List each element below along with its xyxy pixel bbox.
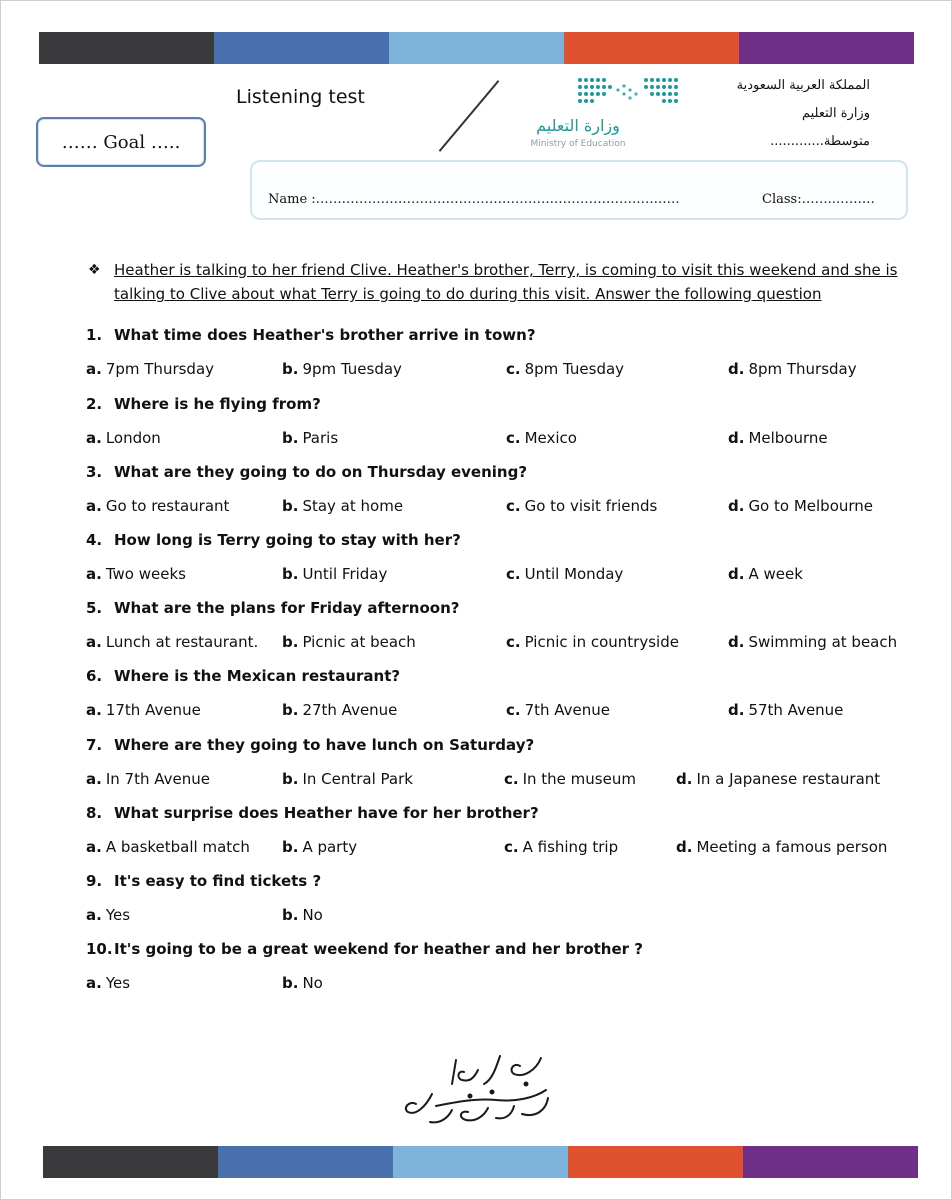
answer-option[interactable] <box>282 906 323 924</box>
question-number: 7. <box>86 736 103 754</box>
option-letter: b. <box>282 565 299 583</box>
option-letter: a. <box>86 633 102 651</box>
question-number: 8. <box>86 804 103 822</box>
question-3 <box>86 463 527 481</box>
option-text: Go to restaurant <box>105 497 230 515</box>
option-text: Paris <box>302 429 339 447</box>
option-text: 27th Avenue <box>302 701 398 719</box>
color-segment <box>739 32 914 64</box>
option-letter: d. <box>728 701 745 719</box>
option-letter: c. <box>506 429 521 447</box>
question-number: 3. <box>86 463 103 481</box>
answer-option[interactable] <box>506 429 577 447</box>
ministry-logo <box>528 76 683 156</box>
option-text: London <box>105 429 161 447</box>
answer-option[interactable] <box>728 565 803 583</box>
question-text: It's easy to find tickets ? <box>114 872 322 890</box>
instructions-text: Heather is talking to her friend Clive. Heather's brother, Terry, is coming to visit this weekend and she is talking to Clive about what Terry is going to do during this visit. Answer the following question <box>114 261 898 303</box>
option-letter: c. <box>506 701 521 719</box>
student-info-box <box>250 160 908 220</box>
option-text: 57th Avenue <box>748 701 844 719</box>
answer-option[interactable] <box>676 838 887 856</box>
question-9 <box>86 872 321 890</box>
answer-option[interactable] <box>506 497 657 515</box>
option-letter: c. <box>504 838 519 856</box>
option-text: No <box>302 974 323 992</box>
option-letter: d. <box>676 838 693 856</box>
color-segment <box>743 1146 918 1178</box>
answer-option[interactable] <box>282 429 338 447</box>
option-letter: a. <box>86 974 102 992</box>
question-text: What are they going to do on Thursday evening? <box>114 463 528 481</box>
color-segment <box>389 32 564 64</box>
option-letter: c. <box>506 497 521 515</box>
answer-option[interactable] <box>86 633 258 651</box>
option-text: Until Friday <box>302 565 388 583</box>
question-text: It's going to be a great weekend for heather and her brother ? <box>114 940 643 958</box>
answer-option[interactable] <box>86 838 250 856</box>
answer-option[interactable] <box>282 633 416 651</box>
option-text: Swimming at beach <box>748 633 898 651</box>
option-letter: b. <box>282 497 299 515</box>
name-field: Name :………………………………………………………………………… <box>268 192 680 207</box>
option-text: Until Monday <box>524 565 624 583</box>
option-text: 8pm Tuesday <box>524 360 625 378</box>
answer-option[interactable] <box>86 360 214 378</box>
color-segment <box>39 32 214 64</box>
color-segment <box>564 32 739 64</box>
color-segment <box>43 1146 218 1178</box>
question-2 <box>86 395 321 413</box>
option-text: A basketball match <box>105 838 250 856</box>
question-10 <box>86 940 643 958</box>
logo-dots-icon <box>576 76 680 106</box>
option-text: Go to Melbourne <box>748 497 874 515</box>
option-text: Go to visit friends <box>524 497 658 515</box>
option-text: Meeting a famous person <box>696 838 888 856</box>
logo-arabic-text: وزارة التعليم <box>536 116 620 135</box>
option-text: No <box>302 906 323 924</box>
question-1 <box>86 326 536 344</box>
option-letter: a. <box>86 838 102 856</box>
option-letter: c. <box>504 770 519 788</box>
option-text: A party <box>302 838 358 856</box>
page-title: Listening test <box>236 86 365 108</box>
answer-option[interactable] <box>86 565 186 583</box>
answer-option[interactable] <box>728 429 828 447</box>
answer-option[interactable] <box>86 701 201 719</box>
option-letter: c. <box>506 360 521 378</box>
option-letter: d. <box>728 497 745 515</box>
answer-option[interactable] <box>86 906 130 924</box>
bottom-color-bar <box>43 1146 918 1178</box>
option-text: Melbourne <box>748 429 828 447</box>
arabic-header-line: المملكة العربية السعودية <box>736 78 870 93</box>
question-text: What time does Heather's brother arrive in town? <box>114 326 536 344</box>
option-text: A fishing trip <box>522 838 619 856</box>
question-8 <box>86 804 539 822</box>
answer-option[interactable] <box>504 838 618 856</box>
option-text: In Central Park <box>302 770 413 788</box>
option-text: 7pm Thursday <box>105 360 215 378</box>
option-letter: d. <box>676 770 693 788</box>
answer-option[interactable] <box>86 497 229 515</box>
arabic-header-line: وزارة التعليم <box>801 106 870 121</box>
option-text: Picnic at beach <box>302 633 416 651</box>
option-letter: a. <box>86 497 102 515</box>
option-letter: b. <box>282 770 299 788</box>
answer-option[interactable] <box>728 633 897 651</box>
option-text: Lunch at restaurant. <box>105 633 259 651</box>
option-letter: b. <box>282 429 299 447</box>
option-text: 17th Avenue <box>105 701 201 719</box>
option-letter: a. <box>86 701 102 719</box>
option-letter: b. <box>282 360 299 378</box>
color-segment <box>568 1146 743 1178</box>
option-letter: d. <box>728 633 745 651</box>
answer-option[interactable] <box>506 633 679 651</box>
question-number: 2. <box>86 395 103 413</box>
option-text: 9pm Tuesday <box>302 360 402 378</box>
option-letter: b. <box>282 633 299 651</box>
option-letter: d. <box>728 360 745 378</box>
answer-option[interactable] <box>86 429 161 447</box>
question-number: 10. <box>86 940 113 958</box>
logo-english-text: Ministry of Education <box>530 139 626 149</box>
question-6 <box>86 667 400 685</box>
class-field: Class:……..……… <box>762 192 875 207</box>
option-text: In the museum <box>522 770 636 788</box>
question-4 <box>86 531 461 549</box>
question-5 <box>86 599 459 617</box>
answer-option[interactable] <box>86 974 130 992</box>
answer-option[interactable] <box>504 770 636 788</box>
answer-option[interactable] <box>506 565 623 583</box>
question-number: 9. <box>86 872 103 890</box>
answer-option[interactable] <box>282 838 357 856</box>
answer-option[interactable] <box>282 770 413 788</box>
question-number: 4. <box>86 531 103 549</box>
instructions <box>88 258 903 306</box>
color-segment <box>218 1146 393 1178</box>
option-letter: a. <box>86 906 102 924</box>
option-text: Picnic in countryside <box>524 633 679 651</box>
answer-option[interactable] <box>282 497 403 515</box>
option-text: Stay at home <box>302 497 404 515</box>
answer-option[interactable] <box>506 360 624 378</box>
option-text: Two weeks <box>105 565 186 583</box>
option-text: 8pm Thursday <box>748 360 857 378</box>
color-segment <box>214 32 389 64</box>
question-number: 1. <box>86 326 103 344</box>
signature <box>396 1040 566 1130</box>
diamond-bullet-icon: ❖ <box>88 262 101 278</box>
option-letter: a. <box>86 770 102 788</box>
question-text: What surprise does Heather have for her brother? <box>114 804 539 822</box>
answer-option[interactable] <box>282 360 402 378</box>
option-text: A week <box>748 565 803 583</box>
question-number: 6. <box>86 667 103 685</box>
answer-option[interactable] <box>86 770 210 788</box>
option-letter: b. <box>282 906 299 924</box>
option-letter: a. <box>86 360 102 378</box>
option-letter: c. <box>506 633 521 651</box>
option-letter: b. <box>282 701 299 719</box>
option-text: In a Japanese restaurant <box>696 770 881 788</box>
arabic-header <box>700 72 870 156</box>
question-text: How long is Terry going to stay with her? <box>114 531 461 549</box>
question-text: Where are they going to have lunch on Saturday? <box>114 736 535 754</box>
option-text: In 7th Avenue <box>105 770 210 788</box>
question-text: What are the plans for Friday afternoon? <box>114 599 460 617</box>
option-letter: d. <box>728 565 745 583</box>
answer-option[interactable] <box>506 701 610 719</box>
top-color-bar <box>39 32 914 64</box>
option-letter: b. <box>282 838 299 856</box>
question-number: 5. <box>86 599 103 617</box>
answer-option[interactable] <box>282 974 323 992</box>
option-text: Mexico <box>524 429 577 447</box>
arabic-header-line: متوسطة............. <box>770 134 870 149</box>
option-text: Yes <box>105 906 131 924</box>
option-letter: d. <box>728 429 745 447</box>
question-7 <box>86 736 534 754</box>
question-text: Where is the Mexican restaurant? <box>114 667 401 685</box>
answer-option[interactable] <box>728 497 873 515</box>
option-text: Yes <box>105 974 131 992</box>
answer-option[interactable] <box>282 565 387 583</box>
option-letter: b. <box>282 974 299 992</box>
answer-option[interactable] <box>728 701 843 719</box>
goal-box: …… Goal ….. <box>36 117 206 167</box>
color-segment <box>393 1146 568 1178</box>
question-text: Where is he flying from? <box>114 395 321 413</box>
option-text: 7th Avenue <box>524 701 611 719</box>
answer-option[interactable] <box>728 360 857 378</box>
option-letter: a. <box>86 565 102 583</box>
option-letter: c. <box>506 565 521 583</box>
option-letter: a. <box>86 429 102 447</box>
answer-option[interactable] <box>676 770 880 788</box>
answer-option[interactable] <box>282 701 397 719</box>
